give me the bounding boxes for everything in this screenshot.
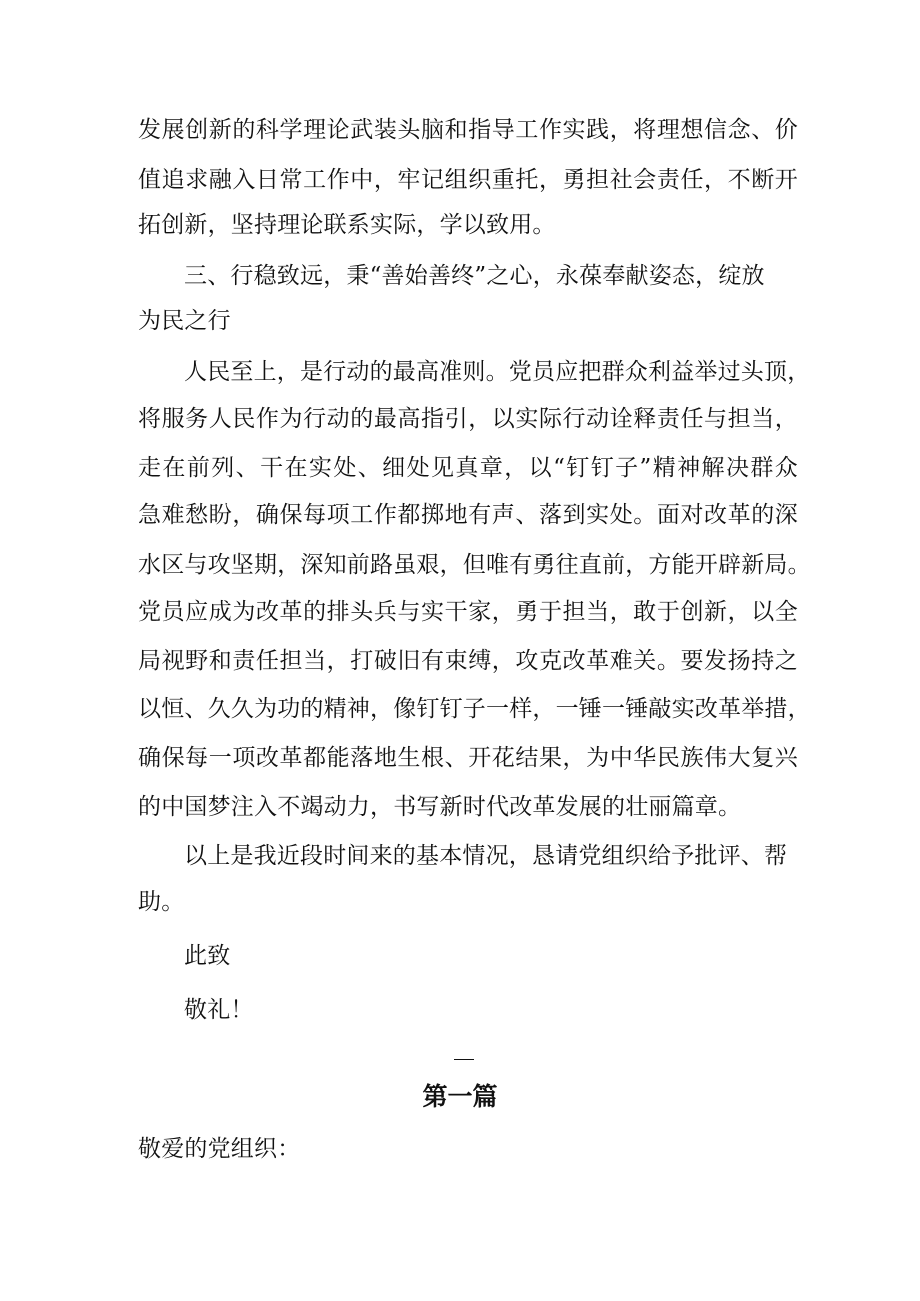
body-line-7: 急难愁盼，确保每项工作都掷地有声、落到实处。面对改革的深: [138, 502, 798, 528]
regards-phrase: 敬礼！: [184, 997, 254, 1023]
body-line-6: 走在前列、干在实处、细处见真章，以“钉钉子”精神解决群众: [138, 455, 798, 481]
body-line-1: 发展创新的科学理论武装头脑和指导工作实践，将理想信念、价: [138, 117, 798, 143]
body-line-4: 人民至上，是行动的最高准则。党员应把群众利益举过头顶，: [184, 359, 811, 385]
section-divider: [454, 1059, 474, 1060]
body-line-12: 确保每一项改革都能落地生根、开花结果，为中华民族伟大复兴: [138, 745, 798, 771]
salutation: 敬爱的党组织：: [138, 1136, 301, 1162]
body-line-9: 党员应成为改革的排头兵与实干家，勇于担当，敢于创新，以全: [138, 599, 798, 625]
section-heading-line-2: 为民之行: [138, 308, 231, 334]
body-line-8: 水区与攻坚期，深知前路虽艰，但唯有勇往直前，方能开辟新局。: [138, 552, 811, 578]
body-line-13: 的中国梦注入不竭动力，书写新时代改革发展的壮丽篇章。: [138, 794, 742, 820]
body-line-2: 值追求融入日常工作中，牢记组织重托，勇担社会责任，不断开: [138, 167, 798, 193]
body-line-10: 局视野和责任担当，打破旧有束缚，攻克改革难关。要发扬持之: [138, 648, 798, 674]
section-heading-line-1: 三、行稳致远，秉“善始善终”之心，永葆奉献姿态，绽放: [184, 263, 765, 289]
closing-phrase: 此致: [184, 943, 231, 969]
body-line-3: 拓创新，坚持理论联系实际，学以致用。: [138, 212, 556, 238]
body-line-11: 以恒、久久为功的精神，像钉钉子一样，一锤一锤敲实改革举措，: [138, 696, 811, 722]
closing-line-2: 助。: [138, 889, 185, 915]
body-line-5: 将服务人民作为行动的最高指引，以实际行动诠释责任与担当，: [138, 406, 798, 432]
closing-line-1: 以上是我近段时间来的基本情况，恳请党组织给予批评、帮: [184, 843, 788, 869]
section-title: 第一篇: [422, 1082, 498, 1111]
